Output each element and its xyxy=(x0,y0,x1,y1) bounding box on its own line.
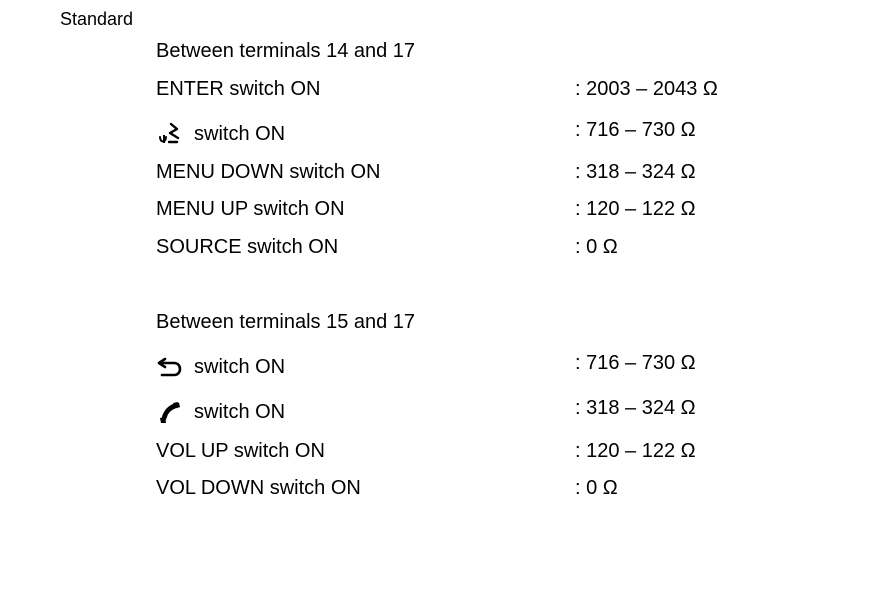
spec-label: ENTER switch ON xyxy=(156,78,321,100)
spec-value: : 716 – 730 Ω xyxy=(575,352,696,374)
voice-recognition-icon xyxy=(156,121,184,147)
group-title-terminals-15-17: Between terminals 15 and 17 xyxy=(156,311,416,333)
spec-label: switch ON xyxy=(156,353,285,381)
heading-standard: Standard xyxy=(60,9,134,29)
spec-row-voice xyxy=(156,120,796,148)
spec-label: VOL UP switch ON xyxy=(156,440,325,462)
spec-row-phone xyxy=(156,398,796,426)
spec-row-enter xyxy=(156,75,796,103)
spec-value: : 120 – 122 Ω xyxy=(575,198,696,220)
spec-label: MENU UP switch ON xyxy=(156,198,345,220)
spec-label: VOL DOWN switch ON xyxy=(156,477,361,499)
spec-row-source xyxy=(156,233,796,261)
spec-value: : 2003 – 2043 Ω xyxy=(575,78,718,100)
spec-value: : 120 – 122 Ω xyxy=(575,440,696,462)
spec-row-vol-down xyxy=(156,474,796,502)
spec-label: SOURCE switch ON xyxy=(156,236,339,258)
spec-row-menu-down xyxy=(156,158,796,186)
spec-label: switch ON xyxy=(156,398,285,426)
return-arrow-icon xyxy=(156,354,184,380)
spec-row-vol-up xyxy=(156,437,796,465)
spec-label: MENU DOWN switch ON xyxy=(156,161,381,183)
spec-value: : 0 Ω xyxy=(575,236,618,258)
phone-handset-icon xyxy=(156,399,184,425)
spec-label: switch ON xyxy=(156,120,285,148)
spec-row-return xyxy=(156,353,796,381)
group-title-terminals-14-17: Between terminals 14 and 17 xyxy=(156,40,416,62)
spec-value: : 318 – 324 Ω xyxy=(575,397,696,419)
spec-row-menu-up xyxy=(156,195,796,223)
spec-value: : 318 – 324 Ω xyxy=(575,161,696,183)
spec-value: : 716 – 730 Ω xyxy=(575,119,696,141)
spec-value: : 0 Ω xyxy=(575,477,618,499)
